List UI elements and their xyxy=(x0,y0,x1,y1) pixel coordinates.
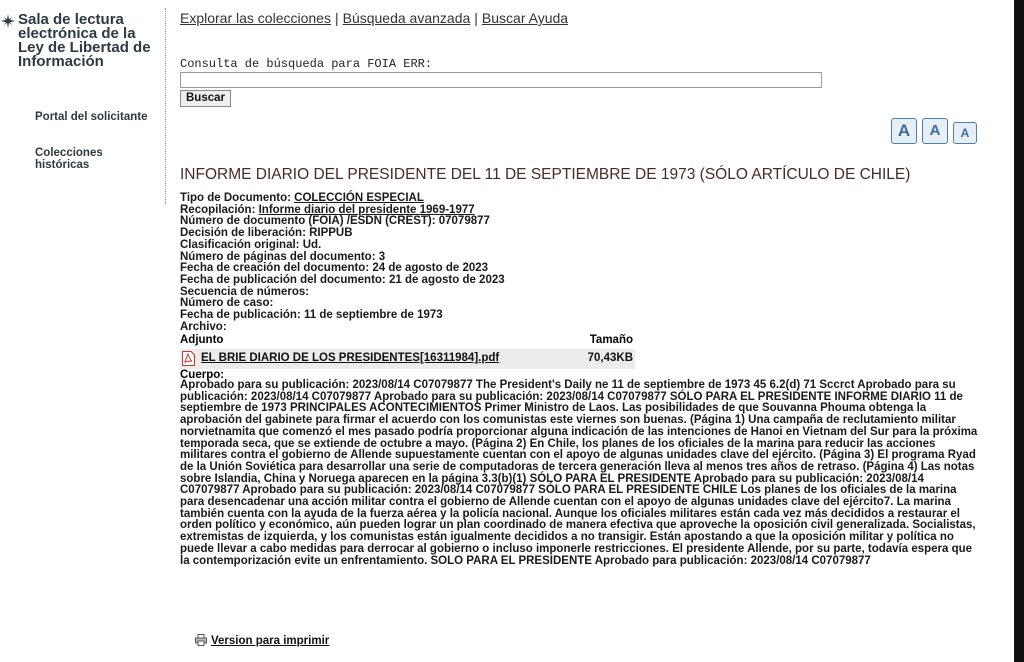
search-label: Consulta de búsqueda para FOIA ERR: xyxy=(180,57,433,71)
font-increase-label: A xyxy=(897,121,911,140)
search-button[interactable]: Buscar xyxy=(180,90,231,107)
font-decrease-button[interactable] xyxy=(953,122,977,144)
attachment-size: 70,43KB xyxy=(587,352,633,364)
attachment-column-header: Adjunto xyxy=(180,334,224,346)
sidebar-divider xyxy=(165,8,167,204)
printer-icon xyxy=(195,634,207,646)
font-reset-button[interactable] xyxy=(922,118,948,144)
field-label: Tipo de Documento: xyxy=(180,192,295,204)
browse-collections-link[interactable]: Explorar las colecciones xyxy=(180,10,331,26)
field-value: 11 de septiembre de 1973 xyxy=(303,309,443,322)
metadata-row xyxy=(180,310,630,322)
pdf-icon xyxy=(182,351,195,366)
window-edge xyxy=(1014,0,1024,662)
field-label: Número de páginas del documento: xyxy=(180,250,379,263)
field-label: Clasificación original: xyxy=(180,238,303,251)
sidebar-item-requester-portal[interactable]: Portal del solicitante xyxy=(35,111,148,123)
field-label: Número de caso: xyxy=(180,297,274,310)
field-label: Decisión de liberación: xyxy=(180,227,310,240)
font-reset-label: A xyxy=(929,122,941,139)
font-increase-button[interactable] xyxy=(891,118,917,144)
field-value: 3 xyxy=(378,250,386,263)
field-label: Fecha de publicación: xyxy=(180,309,304,322)
field-value: 24 de agosto de 2023 xyxy=(372,262,489,275)
attachment-link[interactable]: EL BRIE DIARIO DE LOS PRESIDENTES[16311984].pdf xyxy=(201,352,500,364)
field-label: Archivo: xyxy=(180,320,227,333)
metadata-row xyxy=(180,322,630,334)
field-label: Fecha de publicación del documento: xyxy=(180,273,389,286)
sidebar xyxy=(0,0,165,662)
print-version-link[interactable]: Version para imprimir xyxy=(211,635,330,647)
field-value: RIPPUB xyxy=(309,227,353,240)
field-value: 21 de agosto de 2023 xyxy=(388,273,505,286)
star-icon xyxy=(1,14,15,28)
attachment-row xyxy=(180,349,635,369)
nav-separator: | xyxy=(474,10,478,26)
field-value: Ud. xyxy=(302,238,322,251)
field-label: Fecha de creación del documento: xyxy=(180,262,373,275)
print-version xyxy=(195,634,329,647)
document-type-link[interactable]: COLECCIÓN ESPECIAL xyxy=(294,192,424,204)
search-help-link[interactable]: Buscar Ayuda xyxy=(481,10,569,26)
advanced-search-link[interactable]: Búsqueda avanzada xyxy=(342,10,471,26)
field-label: Secuencia de números: xyxy=(180,285,310,298)
body-label: Cuerpo: xyxy=(180,369,225,381)
collection-link[interactable]: Informe diario del presidente 1969-1977 xyxy=(258,203,475,216)
font-decrease-label: A xyxy=(960,126,970,140)
size-column-header: Tamaño xyxy=(589,334,633,346)
sidebar-title[interactable]: Sala de lectura electrónica de la Ley de Libertad de Información xyxy=(18,11,151,70)
search-input[interactable] xyxy=(180,72,822,88)
top-navigation xyxy=(180,10,568,26)
document-metadata xyxy=(180,193,630,333)
document-body: Aprobado para su publicación: 2023/08/14 C07079877 The President's Daily ne 11 de septiembre de 1973 45 6.2(d) 71 Sccrct Aprobado para su publicación: 2023/08/14 C07079877 Aprobado para su publicación: 2023/08/14 C07079877 SÓLO PARA EL PRESIDENTE INFORME DIARIO 11 de septiembre de 1973 PRINCIPALES ACONTECIMIENTOS Primer Ministro de Laos. Las posibilidades de que Souvanna Phouma obtenga la aprobación del gabinete para firmar el acuerdo con los comunistas este viernes son buenas. (Página 1) Una campaña de reclutamiento militar norvietnamita que comenzó el mes pasado podría proporcionar alguna indicación de las intenciones de Hanoi en Vietnam del Sur para la próxima temporada seca, que se extiende de octubre a mayo. (Página 2) En Chile, los planes de los oficiales de la marina para reducir las acciones militares contra el gobierno de Allende supuestamente cuentan con el apoyo de algunas unidades clave del ejército. (Página 3) El programa Ryad de la Unión Soviética para desarrollar una serie de computadoras de tercera generación lleva al menos tres años de retraso. (Página 4) Las notas sobre Islandia, China y Noruega aparecen en la página 3.3(b)(1) SÓLO PARA EL PRESIDENTE Aprobado para su publicación: 2023/08/14 C07079877 Aprobado para su publicación: 2023/08/14 C07079877 SÓLO PARA EL PRESIDENTE CHILE Los planes de los oficiales de la marina para desencadenar una acción militar contra el gobierno de Allende cuentan con el apoyo de algunas unidades clave del ejército7. La marina también cuenta con la ayuda de la fuerza aérea y la policía nacional. Aunque los oficiales militares están cada vez más decididos a restaurar el orden político y económico, aún pueden lograr un plan coordinado de manera efectiva que aproveche la oposición civil generalizada. Socialistas, extremistas de izquierda, y los comunistas están igualmente decididos a no transigir. Están apostando a que la oposición militar y política no puede llevar a cabo medidas para derrocar al gobierno o incluso imponerle restricciones. El presidente Allende, por su parte, todavía espera que la contemporización evite un enfrentamiento. SOLO PARA EL PRESIDENTE Aprobado para publicación: 2023/08/14 C07079877 xyxy=(180,379,978,567)
field-label: Recopilación: xyxy=(180,203,259,216)
field-value: 07079877 xyxy=(438,215,490,228)
sidebar-item-historical-collections[interactable]: Colecciones históricas xyxy=(35,147,103,171)
nav-separator: | xyxy=(334,10,339,26)
field-label: Número de documento (FOIA) /ESDN (CREST): xyxy=(180,215,439,228)
attachment-header xyxy=(180,334,635,346)
document-title: INFORME DIARIO DEL PRESIDENTE DEL 11 DE SEPTIEMBRE DE 1973 (SÓLO ARTÍCULO DE CHILE) xyxy=(180,166,911,183)
